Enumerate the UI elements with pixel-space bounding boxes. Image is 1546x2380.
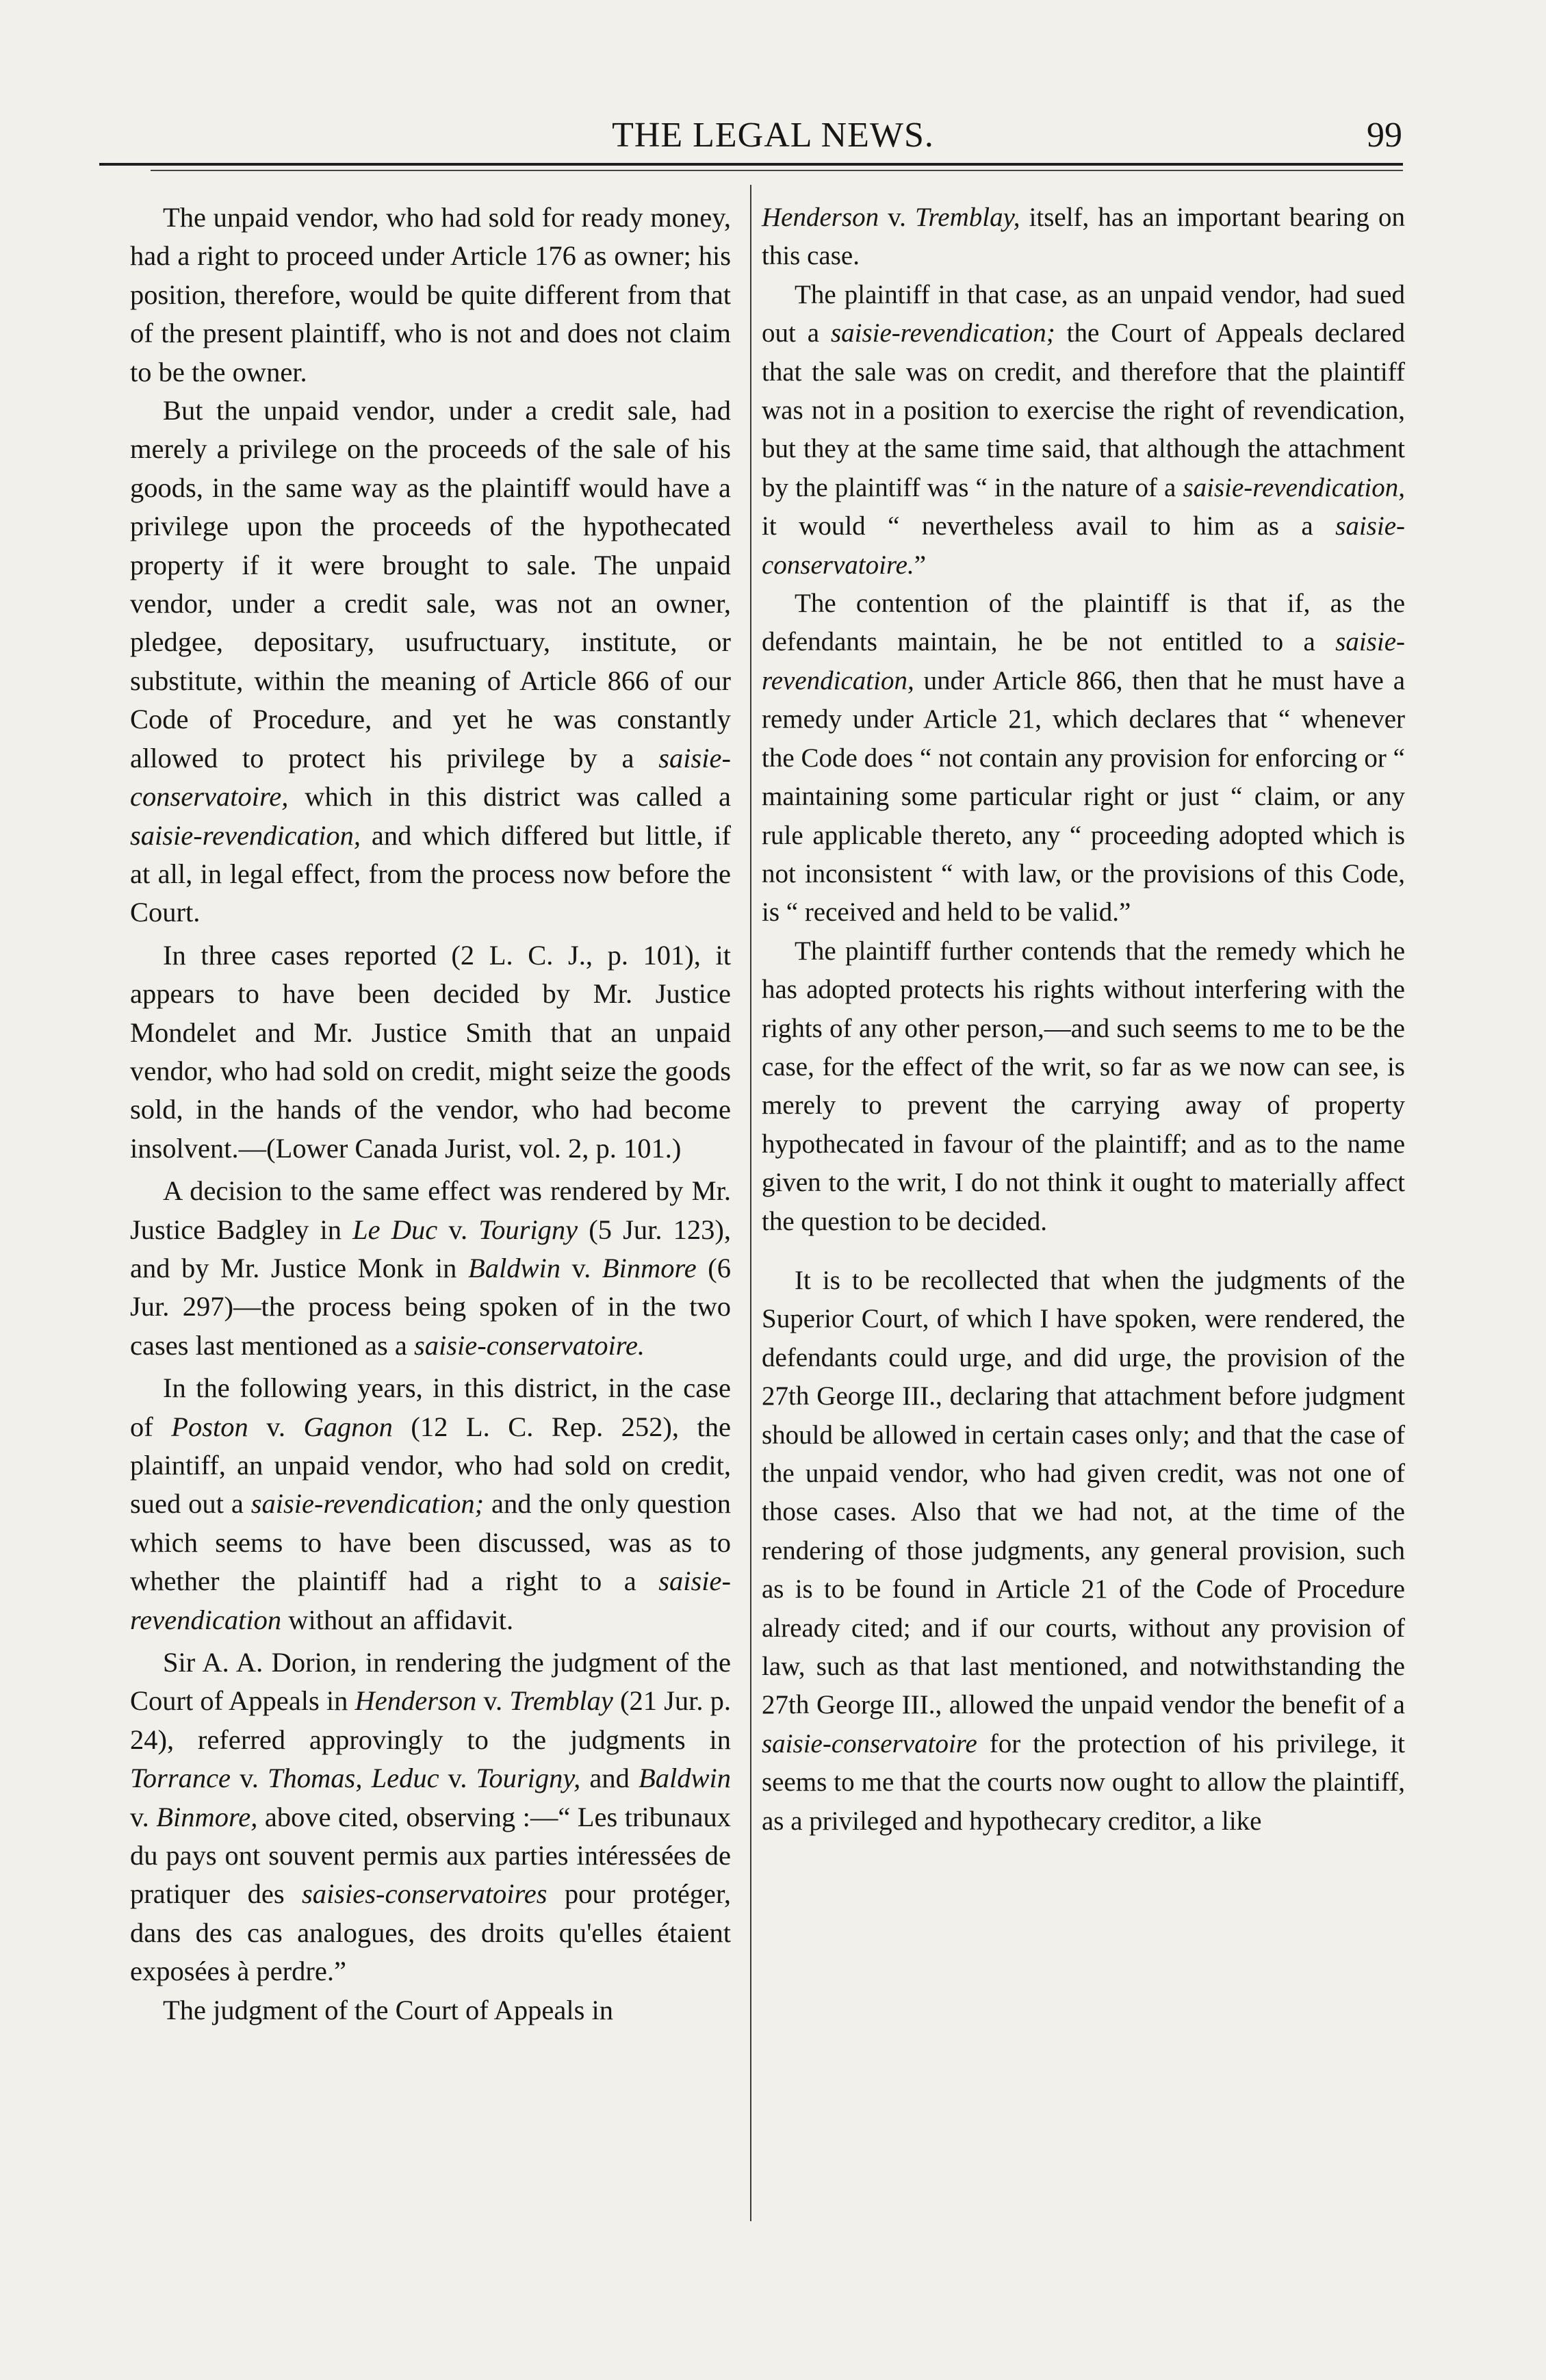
text-run-italic: saisie-revendication <box>130 1565 731 1635</box>
left-column <box>130 199 731 2030</box>
text-run-italic: Tourigny <box>478 1214 578 1245</box>
paragraph <box>762 932 1405 1241</box>
page-number: 99 <box>1367 116 1402 155</box>
paragraph-gap <box>762 1241 1405 1262</box>
text-run-italic: saisie-revendication, <box>130 819 361 851</box>
text-run: and <box>580 1763 639 1794</box>
page-header <box>0 103 1546 157</box>
column-divider <box>750 185 751 2221</box>
text-run: it would “ nevertheless avail to him as a <box>762 511 1336 541</box>
text-run: (5 Jur. 123), and by Mr. Justice Monk in <box>130 1214 731 1283</box>
text-run: (12 L. C. Rep. 252), the plaintiff, an unpaid vendor, who had sold on credit, sued out a <box>130 1411 731 1520</box>
paragraph <box>762 585 1405 932</box>
text-run-italic: Binmore <box>602 1252 697 1283</box>
text-run-italic: Baldwin <box>638 1763 731 1794</box>
text-run: (6 Jur. 297)—the process being spoken of in the two cases last mentioned as a <box>130 1252 731 1361</box>
text-run: and the only question which seems to have been discussed, was as to whether the plaintiff had a right to a <box>130 1488 731 1597</box>
text-run: and which differed but little, if at all, in legal effect, from the process now before the Court. <box>130 819 731 928</box>
text-run-italic: saisie-revendication, <box>762 627 1405 695</box>
text-run: In three cases reported (2 L. C. J., p. 101), it appears to have been decided by Mr. Justice Mondelet and Mr. Justice Smith that an unpaid vendor, who had sold on credit, might seize the goods sold, in the hands of the vendor, who had become insolvent.—(Lower Canada Jurist, vol. 2, p. 101.) <box>130 939 731 1164</box>
text-run-italic: Thomas, Leduc <box>268 1763 439 1794</box>
text-run-italic: Tremblay <box>509 1685 613 1717</box>
text-run-italic: Binmore, <box>156 1801 258 1832</box>
text-run: without an affidavit. <box>281 1604 514 1635</box>
text-run: v. <box>248 1411 304 1442</box>
text-run-italic: Baldwin <box>467 1252 561 1283</box>
paragraph <box>130 936 731 1168</box>
text-run-italic: saisie-conservatoire, <box>130 742 731 812</box>
paragraph <box>762 199 1405 276</box>
text-run: v. <box>560 1252 602 1283</box>
text-run: The plaintiff in that case, as an unpaid vendor, had sued out a <box>762 279 1405 348</box>
text-run-italic: Gagnon <box>303 1411 393 1442</box>
text-run-italic: saisies-conservatoires <box>302 1878 547 1910</box>
text-run: The judgment of the Court of Appeals in <box>163 1994 614 2025</box>
paragraph <box>762 1262 1405 1841</box>
paragraph <box>130 392 731 932</box>
text-run: v. <box>437 1214 479 1245</box>
text-run: which in this district was called a <box>288 781 731 812</box>
text-run-italic: saisie-conservatoire. <box>414 1329 645 1361</box>
text-run: under Article 866, then that he must have a remedy under Article 21, which declares that “ whenever the Code does “ not contain any provision for enforcing or “ maintaining some particular right or just “ claim, or any rule applicable thereto, any “ proceeding adopted which is not inconsistent “ with law, or the provisions of this Code, is “ received and held to be valid.” <box>762 665 1405 927</box>
text-run-italic: saisie-conservatoire. <box>762 511 1405 580</box>
text-run-italic: Tremblay, <box>915 203 1020 232</box>
text-run: But the unpaid vendor, under a credit sale, had merely a privilege on the proceeds of the sale of his goods, in the same way as the plaintiff would have a privilege upon the proceeds of the hypothecated property if it were brought to sale. The unpaid vendor, under a credit sale, was not an owner, pledgee, depositary, usufructuary, institute, or substitute, within the meaning of Article 866 of our Code of Procedure, and yet he was constantly allowed to protect his privilege by a <box>130 395 731 773</box>
text-run: v. <box>476 1685 510 1717</box>
text-run: A decision to the same effect was rendered by Mr. Justice Badgley in <box>130 1175 731 1245</box>
text-run: It is to be recollected that when the judgments of the Superior Court, of which I have spoken, were rendered, the defendants could urge, and did urge, the provision of the 27th George III., declaring that attachment before judgment should be allowed in certain cases only; and that the case of the unpaid vendor, who had given credit, was not one of those cases. Also that we had not, at the time of the rendering of those judgments, any general provision, such as is to be found in Article 21 of the Code of Procedure already cited; and if our courts, without any provision of law, such as that last mentioned, and notwithstanding the 27th George III., allowed the unpaid vendor the benefit of a <box>762 1265 1405 1720</box>
text-run-italic: saisie-revendication, <box>1183 472 1405 502</box>
text-run: v. <box>879 203 915 232</box>
right-column <box>762 199 1405 1841</box>
text-run: (21 Jur. p. 24), referred approvingly to the judgments in <box>130 1685 731 1755</box>
text-run: v. <box>231 1763 268 1794</box>
paragraph <box>130 1172 731 1365</box>
text-run: The plaintiff further contends that the remedy which he has adopted protects his rights without interfering with the rights of any other person,—and such seems to me to be the case, for the effect of the writ, so far as we now can see, is merely to prevent the carrying away of property hypothecated in favour of the plaintiff; and as to the name given to the writ, I do not think it ought to materially affect the question to be decided. <box>762 936 1405 1236</box>
text-run-italic: Henderson <box>762 203 879 232</box>
text-run: for the protection of his privilege, it seems to me that the courts now ought to allow the plaintiff, as a privileged and hypothecary creditor, a like <box>762 1728 1405 1836</box>
text-run: the Court of Appeals declared that the sale was on credit, and therefore that the plaintiff was not in a position to exercise the right of revendication, but they at the same time said, that although the attachment by the plaintiff was “ in the nature of a <box>762 318 1405 502</box>
running-head: THE LEGAL NEWS. <box>612 116 934 155</box>
header-rule <box>99 163 1403 166</box>
text-run: v. <box>439 1763 476 1794</box>
text-run: above cited, observing :—“ Les tribunaux du pays ont souvent permis aux parties intéressées de pratiquer des <box>130 1801 731 1910</box>
text-run: itself, has an important bearing on this case. <box>762 203 1405 271</box>
text-run: ” <box>914 550 927 580</box>
text-run: Sir A. A. Dorion, in rendering the judgment of the Court of Appeals in <box>130 1647 731 1717</box>
paragraph <box>762 276 1405 585</box>
text-run-italic: Tourigny, <box>476 1763 581 1794</box>
text-run-italic: saisie-revendication; <box>830 318 1055 348</box>
text-run: The contention of the plaintiff is that if, as the defendants maintain, he be not entitled to a <box>762 589 1405 657</box>
text-run-italic: Poston <box>171 1411 248 1442</box>
text-run-italic: saisie-conservatoire <box>762 1728 977 1758</box>
paragraph <box>130 1369 731 1639</box>
text-run-italic: Le Duc <box>352 1214 438 1245</box>
text-run-italic: Henderson <box>355 1685 477 1717</box>
text-run-italic: Torrance <box>130 1763 231 1794</box>
text-run-italic: saisie-revendication; <box>250 1488 485 1520</box>
text-run: The unpaid vendor, who had sold for ready money, had a right to proceed under Article 176 as owner; his position, therefore, would be quite different from that of the present plaintiff, who is not and does not claim to be the owner. <box>130 202 731 387</box>
header-rule-thin <box>151 170 1403 171</box>
text-run: In the following years, in this district, in the case of <box>130 1372 731 1442</box>
paragraph <box>130 1991 731 2030</box>
paragraph <box>130 1643 731 1991</box>
paragraph <box>130 199 731 392</box>
text-run: pour protéger, dans des cas analogues, des droits qu'elles étaient exposées à perdre.” <box>130 1878 732 1987</box>
text-run: v. <box>130 1801 157 1832</box>
